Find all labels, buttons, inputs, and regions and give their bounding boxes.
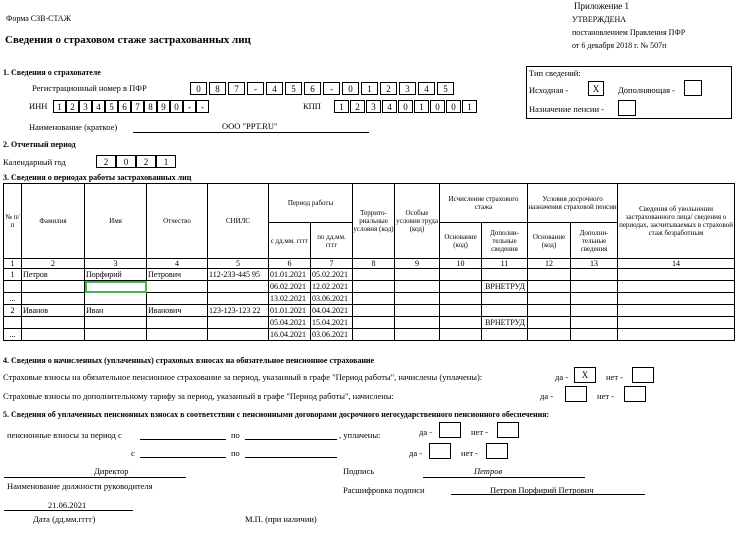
inn-digits-cell[interactable]: 4 [92, 100, 105, 113]
inn-label: ИНН [29, 101, 48, 111]
kpp-digits-cell[interactable]: 1 [334, 100, 349, 113]
cell-name[interactable]: Порфирий [85, 269, 147, 281]
th-num: № п/п [4, 184, 22, 259]
kpp-digits-cell[interactable]: 1 [462, 100, 477, 113]
th-basis2: Основание (код) [528, 223, 571, 259]
cell-empty[interactable] [353, 305, 395, 317]
s5-yes1-checkbox[interactable] [439, 422, 461, 438]
cell-empty[interactable] [571, 269, 618, 281]
s4-line2: Страховые взносы по дополнительному тарифу за период, указанный в графе "Период работы", начислены: [3, 391, 394, 401]
inn-digits-cell[interactable]: - [196, 100, 209, 113]
cell-patr[interactable] [147, 329, 208, 341]
cell-empty[interactable] [353, 329, 395, 341]
s5-yes2-label: да - [409, 448, 423, 458]
cell-empty[interactable] [618, 329, 735, 341]
s5-to2-field[interactable] [245, 457, 337, 458]
cell-extra[interactable]: ВРНЕТРУД [482, 281, 528, 293]
cell-empty[interactable] [618, 281, 735, 293]
s5-no1-checkbox[interactable] [497, 422, 519, 438]
s4-no1-label: нет - [606, 372, 623, 382]
cell-from[interactable]: 05.04.2021 [269, 317, 311, 329]
cell-snils[interactable] [208, 281, 269, 293]
inn-digits-cell[interactable]: 0 [170, 100, 183, 113]
cell-extra[interactable] [482, 329, 528, 341]
reg-number-label: Регистрационный номер в ПФР [32, 83, 147, 93]
type-initial-checkbox[interactable]: X [588, 81, 604, 96]
cell-snils[interactable] [208, 329, 269, 341]
th-dismiss: Сведения об увольнении застрахованного лица/ сведения о периодах, засчитываемых в страховой стаж безработным [618, 184, 735, 259]
kpp-digits-cell[interactable]: 1 [414, 100, 429, 113]
org-name-line [133, 132, 369, 133]
signature-value[interactable]: Петров [474, 466, 503, 476]
table-row [4, 317, 735, 329]
cell-surname[interactable] [22, 317, 85, 329]
s4-no1-checkbox[interactable] [632, 367, 654, 383]
decode-value[interactable]: Петров Порфирий Петрович [490, 485, 594, 495]
cell-patr[interactable]: Иванович [147, 305, 208, 317]
column-number: 14 [618, 259, 735, 269]
position-line [4, 477, 186, 478]
org-name-label: Наименование (краткое) [29, 122, 118, 132]
cell-n[interactable]: ... [4, 329, 22, 341]
s4-line1: Страховые взносы на обязательное пенсионное страхование за период, указанный в графе "Период работы", начислены (уплачены): [3, 372, 483, 382]
cell-to[interactable]: 03.06.2021 [311, 293, 353, 305]
reg-digits-cell[interactable]: 2 [380, 82, 397, 95]
cell-empty[interactable] [571, 329, 618, 341]
th-extra2: Дополни- тельные сведения [571, 223, 618, 259]
type-pension-label: Назначение пенсии - [529, 104, 604, 114]
cell-n[interactable]: 2 [4, 305, 22, 317]
reg-digits-cell[interactable]: 1 [361, 82, 378, 95]
cell-extra[interactable]: ВРНЕТРУД [482, 317, 528, 329]
cell-extra[interactable] [482, 305, 528, 317]
signature-label: Подпись [343, 466, 375, 476]
date-label: Дата (дд.мм.гггг) [33, 514, 96, 524]
th-territorial: Террито- риальные условия (код) [353, 184, 395, 259]
kpp-label: КПП [303, 101, 321, 111]
s5-from2-field[interactable] [140, 457, 226, 458]
cell-empty[interactable] [528, 317, 571, 329]
cell-from[interactable]: 16.04.2021 [269, 329, 311, 341]
th-name: Имя [85, 184, 147, 259]
stamp-label: М.П. (при наличии) [245, 514, 317, 524]
year-digits-cell[interactable]: 0 [116, 155, 136, 168]
th-snils: СНИЛС [208, 184, 269, 259]
cell-to[interactable]: 04.04.2021 [311, 305, 353, 317]
cell-snils[interactable] [208, 293, 269, 305]
s5-no2-checkbox[interactable] [486, 443, 508, 459]
cell-patr[interactable] [147, 317, 208, 329]
cell-empty[interactable] [440, 305, 482, 317]
kpp-digits-cell[interactable]: 2 [350, 100, 365, 113]
s5-to1-field[interactable] [245, 439, 337, 440]
form-code: Форма СЗВ-СТАЖ [6, 14, 71, 23]
table-row [4, 269, 735, 281]
th-basis: Основание (код) [440, 223, 482, 259]
column-number: 1 [4, 259, 22, 269]
cell-surname[interactable] [22, 329, 85, 341]
cell-empty[interactable] [571, 281, 618, 293]
kpp-digits-cell[interactable]: 0 [398, 100, 413, 113]
cell-from[interactable]: 01.01.2021 [269, 305, 311, 317]
section-5-title: 5. Сведения об уплаченных пенсионных взносах в соответствии с пенсионными договорами досрочного негосударственного пенсионного обеспечения: [3, 410, 550, 419]
decode-label: Расшифровка подписи [343, 485, 425, 495]
cell-empty[interactable] [618, 269, 735, 281]
type-pension-checkbox[interactable] [618, 100, 636, 116]
section-3-title: 3. Сведения о периодах работы застрахованных лиц [3, 173, 192, 182]
cell-patr[interactable]: Петрович [147, 269, 208, 281]
inn-digits-cell[interactable]: 3 [79, 100, 92, 113]
periods-table [3, 183, 735, 341]
cell-n[interactable] [4, 317, 22, 329]
type-additional-label: Дополняющая - [618, 85, 675, 95]
table-row [4, 305, 735, 317]
th-calc: Исчисление страхового стажа [440, 184, 528, 223]
s5-po2-label: по [231, 448, 240, 458]
cell-snils[interactable]: 123-123-123 22 [208, 305, 269, 317]
reg-digits-cell[interactable]: 6 [304, 82, 321, 95]
cell-n[interactable] [4, 281, 22, 293]
year-digits-cell[interactable]: 2 [96, 155, 116, 168]
approved-date: от 6 декабря 2018 г. № 507п [572, 41, 667, 50]
cell-empty[interactable] [528, 281, 571, 293]
cell-empty[interactable] [395, 269, 440, 281]
column-number: 8 [353, 259, 395, 269]
cell-name[interactable] [85, 317, 147, 329]
column-number: 2 [22, 259, 85, 269]
cell-empty[interactable] [395, 317, 440, 329]
th-patronymic: Отчество [147, 184, 208, 259]
reg-digits-cell[interactable]: - [247, 82, 264, 95]
cell-empty[interactable] [528, 269, 571, 281]
cell-n[interactable]: 1 [4, 269, 22, 281]
th-early: Условия досрочного назначения страховой пенсии [528, 184, 618, 223]
cell-empty[interactable] [395, 293, 440, 305]
org-name-value[interactable]: ООО "PPT.RU" [222, 121, 278, 131]
s5-c2-label: с [131, 448, 135, 458]
cell-empty[interactable] [353, 281, 395, 293]
decode-line [451, 494, 645, 495]
inn-digits-cell[interactable]: 2 [66, 100, 79, 113]
year-label: Календарный год [3, 157, 66, 167]
s5-from1-field[interactable] [140, 439, 226, 440]
cell-empty[interactable] [440, 317, 482, 329]
reg-digits-cell[interactable]: 4 [266, 82, 283, 95]
cell-empty[interactable] [440, 269, 482, 281]
cell-patr[interactable] [147, 293, 208, 305]
s5-no2-label: нет - [461, 448, 478, 458]
column-number: 12 [528, 259, 571, 269]
cell-empty[interactable] [353, 269, 395, 281]
reg-digits-cell[interactable]: 5 [285, 82, 302, 95]
cell-from[interactable]: 06.02.2021 [269, 281, 311, 293]
reg-digits-cell[interactable]: 4 [418, 82, 435, 95]
position-label: Наименование должности руководителя [7, 481, 153, 491]
column-number: 4 [147, 259, 208, 269]
reg-digits-cell[interactable]: 3 [399, 82, 416, 95]
cell-surname[interactable] [22, 293, 85, 305]
cell-surname[interactable]: Петров [22, 269, 85, 281]
appendix-label: Приложение 1 [574, 1, 630, 11]
s5-yes1-label: да - [419, 427, 433, 437]
th-to: по дд.мм. гггг [311, 223, 353, 259]
reg-digits-cell[interactable]: 8 [209, 82, 226, 95]
type-initial-label: Исходная - [529, 85, 569, 95]
s5-yes2-checkbox[interactable] [429, 443, 451, 459]
s4-yes1-label: да - [555, 372, 569, 382]
date-value[interactable]: 21.06.2021 [48, 500, 87, 510]
column-number: 13 [571, 259, 618, 269]
cell-empty[interactable] [528, 293, 571, 305]
type-additional-checkbox[interactable] [684, 80, 702, 96]
cell-name[interactable]: Иван [85, 305, 147, 317]
column-number: 3 [85, 259, 147, 269]
cell-surname[interactable]: Иванов [22, 305, 85, 317]
s5-po1-label: по [231, 430, 240, 440]
page-title: Сведения о страховом стаже застрахованных лиц [5, 34, 251, 46]
cell-from[interactable]: 01.01.2021 [269, 269, 311, 281]
cell-to[interactable]: 12.02.2021 [311, 281, 353, 293]
year-digits-cell[interactable]: 1 [156, 155, 176, 168]
kpp-digits-cell[interactable]: 4 [382, 100, 397, 113]
cell-empty[interactable] [528, 305, 571, 317]
s4-no2-label: нет - [597, 391, 614, 401]
kpp-digits-cell[interactable]: 0 [430, 100, 445, 113]
cell-extra[interactable] [482, 293, 528, 305]
position-value[interactable]: Директор [94, 466, 129, 476]
inn-digits-cell[interactable]: - [183, 100, 196, 113]
cell-empty[interactable] [571, 305, 618, 317]
reg-digits-cell[interactable]: 0 [342, 82, 359, 95]
s4-yes2-checkbox[interactable] [565, 386, 587, 402]
th-from: с дд.мм. гггг [269, 223, 311, 259]
column-number: 9 [395, 259, 440, 269]
signature-line [423, 477, 585, 478]
column-numbers-row [4, 259, 735, 269]
type-label: Тип сведений: [529, 68, 581, 78]
cell-snils[interactable]: 112-233-445 95 [208, 269, 269, 281]
cell-empty[interactable] [440, 329, 482, 341]
cell-to[interactable]: 03.06.2021 [311, 329, 353, 341]
cell-snils[interactable] [208, 317, 269, 329]
date-line [4, 510, 133, 511]
inn-digits-cell[interactable]: 8 [144, 100, 157, 113]
cell-surname[interactable] [22, 281, 85, 293]
inn-digits-cell[interactable]: 5 [105, 100, 118, 113]
cell-empty[interactable] [528, 329, 571, 341]
cell-empty[interactable] [353, 317, 395, 329]
cell-name[interactable] [85, 293, 147, 305]
cell-to[interactable]: 05.02.2021 [311, 269, 353, 281]
cell-empty[interactable] [618, 293, 735, 305]
cell-empty[interactable] [395, 305, 440, 317]
th-period: Период работы [269, 184, 353, 223]
cell-empty[interactable] [571, 317, 618, 329]
cell-name[interactable] [85, 329, 147, 341]
approved-by: постановлением Правления ПФР [572, 28, 686, 37]
th-special: Особые условия труда (код) [395, 184, 440, 259]
cell-from[interactable]: 13.02.2021 [269, 293, 311, 305]
kpp-digits-cell[interactable]: 3 [366, 100, 381, 113]
cell-empty[interactable] [571, 293, 618, 305]
cell-n[interactable]: ... [4, 293, 22, 305]
s5-paid-label: , уплачены: [339, 430, 381, 440]
cell-empty[interactable] [353, 293, 395, 305]
table-row [4, 293, 735, 305]
approved-label: УТВЕРЖДЕНА [572, 15, 627, 24]
cell-patr[interactable] [147, 281, 208, 293]
reg-digits-cell[interactable]: 0 [190, 82, 207, 95]
kpp-digits-cell[interactable]: 0 [446, 100, 461, 113]
section-2-title: 2. Отчетный период [3, 140, 76, 149]
column-number: 6 [269, 259, 311, 269]
year-digits-cell[interactable]: 2 [136, 155, 156, 168]
cell-empty[interactable] [395, 329, 440, 341]
cell-empty[interactable] [440, 281, 482, 293]
inn-digits-cell[interactable]: 6 [118, 100, 131, 113]
inn-digits-cell[interactable]: 7 [131, 100, 144, 113]
th-surname: Фамилия [22, 184, 85, 259]
cell-empty[interactable] [440, 293, 482, 305]
table-row [4, 329, 735, 341]
reg-digits-cell[interactable]: 5 [437, 82, 454, 95]
column-number: 11 [482, 259, 528, 269]
inn-digits-cell[interactable]: 1 [53, 100, 66, 113]
column-number: 10 [440, 259, 482, 269]
s4-yes2-label: да - [540, 391, 554, 401]
section-4-title: 4. Сведения о начисленных (уплаченных) страховых взносах на обязательное пенсионное страхование [3, 356, 375, 365]
s4-yes1-checkbox[interactable]: X [574, 367, 596, 383]
s5-no1-label: нет - [471, 427, 488, 437]
section-1-title: 1. Сведения о страхователе [3, 68, 101, 77]
s5-line1-label: пенсионные взносы за период с [7, 430, 122, 440]
column-number: 7 [311, 259, 353, 269]
cell-empty[interactable] [395, 281, 440, 293]
reg-digits-cell[interactable]: 7 [228, 82, 245, 95]
column-number: 5 [208, 259, 269, 269]
reg-digits-cell[interactable]: - [323, 82, 340, 95]
inn-digits-cell[interactable]: 9 [157, 100, 170, 113]
cell-extra[interactable] [482, 269, 528, 281]
cell-empty[interactable] [618, 317, 735, 329]
cell-name[interactable] [85, 281, 147, 293]
th-extra: Дополни- тельные сведения [482, 223, 528, 259]
cell-to[interactable]: 15.04.2021 [311, 317, 353, 329]
cell-empty[interactable] [618, 305, 735, 317]
s4-no2-checkbox[interactable] [624, 386, 646, 402]
table-row [4, 281, 735, 293]
